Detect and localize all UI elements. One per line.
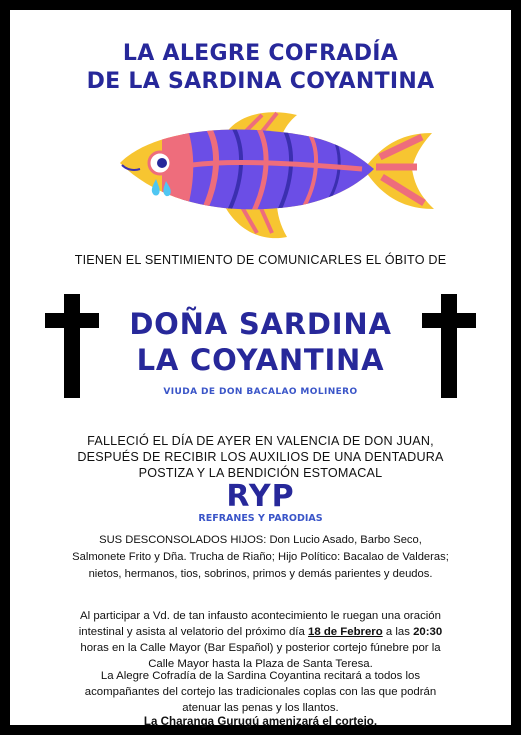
death-notice-line-1: FALLECIÓ EL DÍA DE AYER EN VALENCIA DE DON JUAN,	[87, 434, 434, 448]
coplas-line-2: acompañantes del cortejo las tradicionales coplas con las que podrán	[84, 686, 437, 698]
death-notice	[10, 433, 511, 481]
death-notice-line-2: DESPUÉS DE RECIBIR LOS AUXILIOS DE UNA DENTADURA	[77, 450, 444, 464]
vigil-line-2	[46, 624, 475, 640]
vigil-line-2-text: intestinal y asista al velatorio del próximo día	[78, 626, 308, 638]
vigil-line-2-connector: a las	[382, 626, 414, 638]
deceased-name-line-1: DOÑA SARDINA	[129, 307, 392, 341]
mourners-line-2: Salmonete Frito y Dña. Trucha de Riaño; Hijo Político: Bacalao de Valderas;	[72, 551, 449, 563]
vigil-invitation	[46, 608, 475, 672]
mourners-line-1: SUS DESCONSOLADOS HIJOS: Don Lucio Asado, Barbo Seco,	[99, 534, 422, 546]
vigil-line-4: Calle Mayor hasta la Plaza de Santa Teresa.	[148, 658, 373, 670]
coplas-line-3: atenuar las penas y los llantos.	[182, 702, 339, 714]
vigil-date: 18 de Febrero	[307, 626, 383, 638]
deceased-name	[10, 306, 511, 378]
title-line-2: DE LA SARDINA COYANTINA	[86, 69, 435, 94]
mourners-line-3: nietos, hermanos, tios, sobrinos, primos y demás parientes y deudos.	[88, 568, 433, 580]
intro-text: TIENEN EL SENTIMIENTO DE COMUNICARLES EL ÓBITO DE	[74, 253, 447, 267]
vigil-line-3: horas en la Calle Mayor (Bar Español) y posterior cortejo fúnebre por la	[80, 642, 441, 654]
deceased-subtitle: VIUDA DE DON BACALAO MOLINERO	[163, 387, 358, 397]
title-line-1: LA ALEGRE COFRADÍA	[122, 41, 399, 66]
ryp-title: RYP	[226, 479, 295, 514]
crying-sardine-illustration	[112, 105, 442, 245]
mourners-list	[46, 532, 475, 583]
ryp-subtitle: REFRANES Y PARODIAS	[198, 513, 323, 524]
closing-line: La Charanga Gurugú amenizará el cortejo.	[143, 715, 378, 728]
coplas-line-1: La Alegre Cofradía de la Sardina Coyantina recitará a todos los	[100, 670, 421, 682]
brotherhood-title	[10, 40, 511, 96]
vigil-time: 20:30	[413, 626, 443, 638]
death-notice-line-3: POSTIZA Y LA BENDICIÓN ESTOMACAL	[138, 466, 383, 480]
vigil-line-1: Al participar a Vd. de tan infausto acontecimiento le ruegan una oración	[80, 610, 441, 622]
deceased-name-line-2: LA COYANTINA	[136, 343, 385, 377]
coplas-paragraph	[46, 668, 475, 716]
